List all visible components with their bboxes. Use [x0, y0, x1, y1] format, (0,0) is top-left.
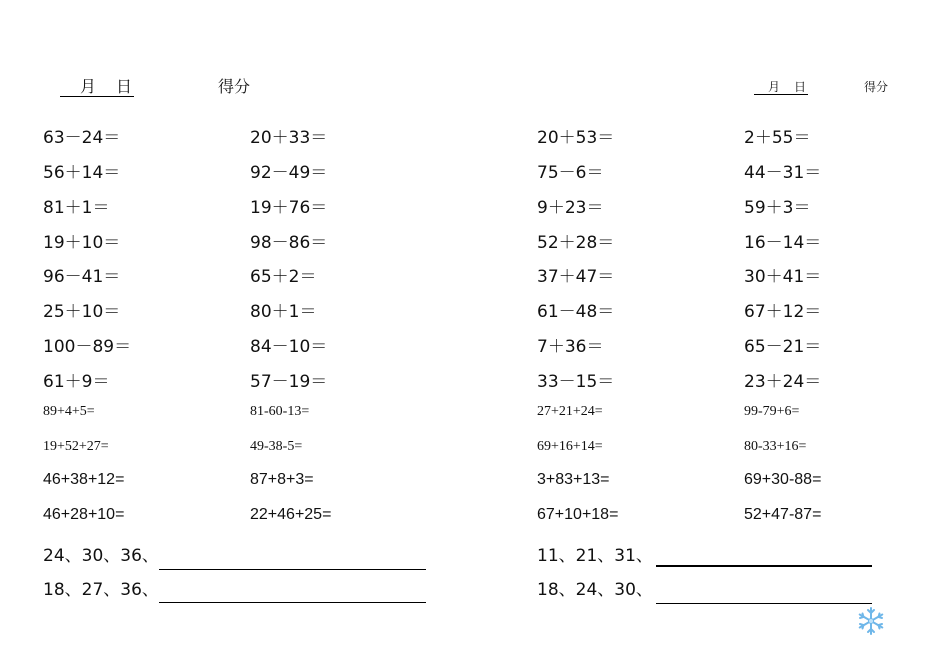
problem: 65－21＝	[744, 337, 822, 357]
answer-line[interactable]	[656, 565, 872, 567]
problem: 69+16+14=	[537, 439, 603, 454]
problem: 63－24＝	[43, 128, 121, 148]
sequence: 18、24、30、	[537, 580, 653, 600]
answer-line[interactable]	[656, 603, 872, 604]
problem: 81＋1＝	[43, 198, 110, 218]
problem: 37＋47＝	[537, 267, 615, 287]
problem: 59＋3＝	[744, 198, 811, 218]
problem: 67+10+18=	[537, 506, 619, 523]
problem: 69+30-88=	[744, 471, 822, 488]
problem: 98－86＝	[250, 233, 328, 253]
score-label-right: 得分	[864, 80, 889, 94]
answer-line[interactable]	[159, 602, 426, 603]
problem: 44－31＝	[744, 163, 822, 183]
problem: 46+38+12=	[43, 471, 125, 488]
answer-line[interactable]	[159, 569, 426, 570]
problem: 99-79+6=	[744, 404, 800, 419]
problem: 61＋9＝	[43, 372, 110, 392]
month-label: 月	[80, 77, 97, 96]
problem: 20＋33＝	[250, 128, 328, 148]
sequence: 24、30、36、	[43, 546, 159, 566]
problem: 80-33+16=	[744, 439, 807, 454]
problem: 9＋23＝	[537, 198, 604, 218]
problem: 16－14＝	[744, 233, 822, 253]
day-label: 日	[794, 80, 807, 94]
date-field-right	[754, 78, 808, 95]
snowflake-icon	[856, 606, 886, 636]
problem: 22+46+25=	[250, 506, 332, 523]
problem: 89+4+5=	[43, 404, 95, 419]
problem: 87+8+3=	[250, 471, 314, 488]
problem: 7＋36＝	[537, 337, 604, 357]
problem: 80＋1＝	[250, 302, 317, 322]
problem: 100－89＝	[43, 337, 132, 357]
sequence: 11、21、31、	[537, 546, 653, 566]
problem: 84－10＝	[250, 337, 328, 357]
problem: 30＋41＝	[744, 267, 822, 287]
day-label: 日	[116, 77, 133, 96]
problem: 25＋10＝	[43, 302, 121, 322]
problem: 61－48＝	[537, 302, 615, 322]
problem: 52+47-87=	[744, 506, 822, 523]
problem: 23＋24＝	[744, 372, 822, 392]
problem: 2＋55＝	[744, 128, 811, 148]
problem: 33－15＝	[537, 372, 615, 392]
problem: 19+52+27=	[43, 439, 109, 454]
problem: 20＋53＝	[537, 128, 615, 148]
score-label-left: 得分	[218, 77, 251, 96]
month-label: 月	[768, 80, 781, 94]
problem: 27+21+24=	[537, 404, 603, 419]
problem: 96－41＝	[43, 267, 121, 287]
problem: 56＋14＝	[43, 163, 121, 183]
problem: 19＋10＝	[43, 233, 121, 253]
problem: 57－19＝	[250, 372, 328, 392]
problem: 81-60-13=	[250, 404, 310, 419]
problem: 46+28+10=	[43, 506, 125, 523]
problem: 75－6＝	[537, 163, 604, 183]
problem: 52＋28＝	[537, 233, 615, 253]
date-field-left	[60, 74, 134, 97]
problem: 49-38-5=	[250, 439, 303, 454]
sequence: 18、27、36、	[43, 580, 159, 600]
problem: 3+83+13=	[537, 471, 610, 488]
problem: 92－49＝	[250, 163, 328, 183]
problem: 19＋76＝	[250, 198, 328, 218]
problem: 67＋12＝	[744, 302, 822, 322]
problem: 65＋2＝	[250, 267, 317, 287]
